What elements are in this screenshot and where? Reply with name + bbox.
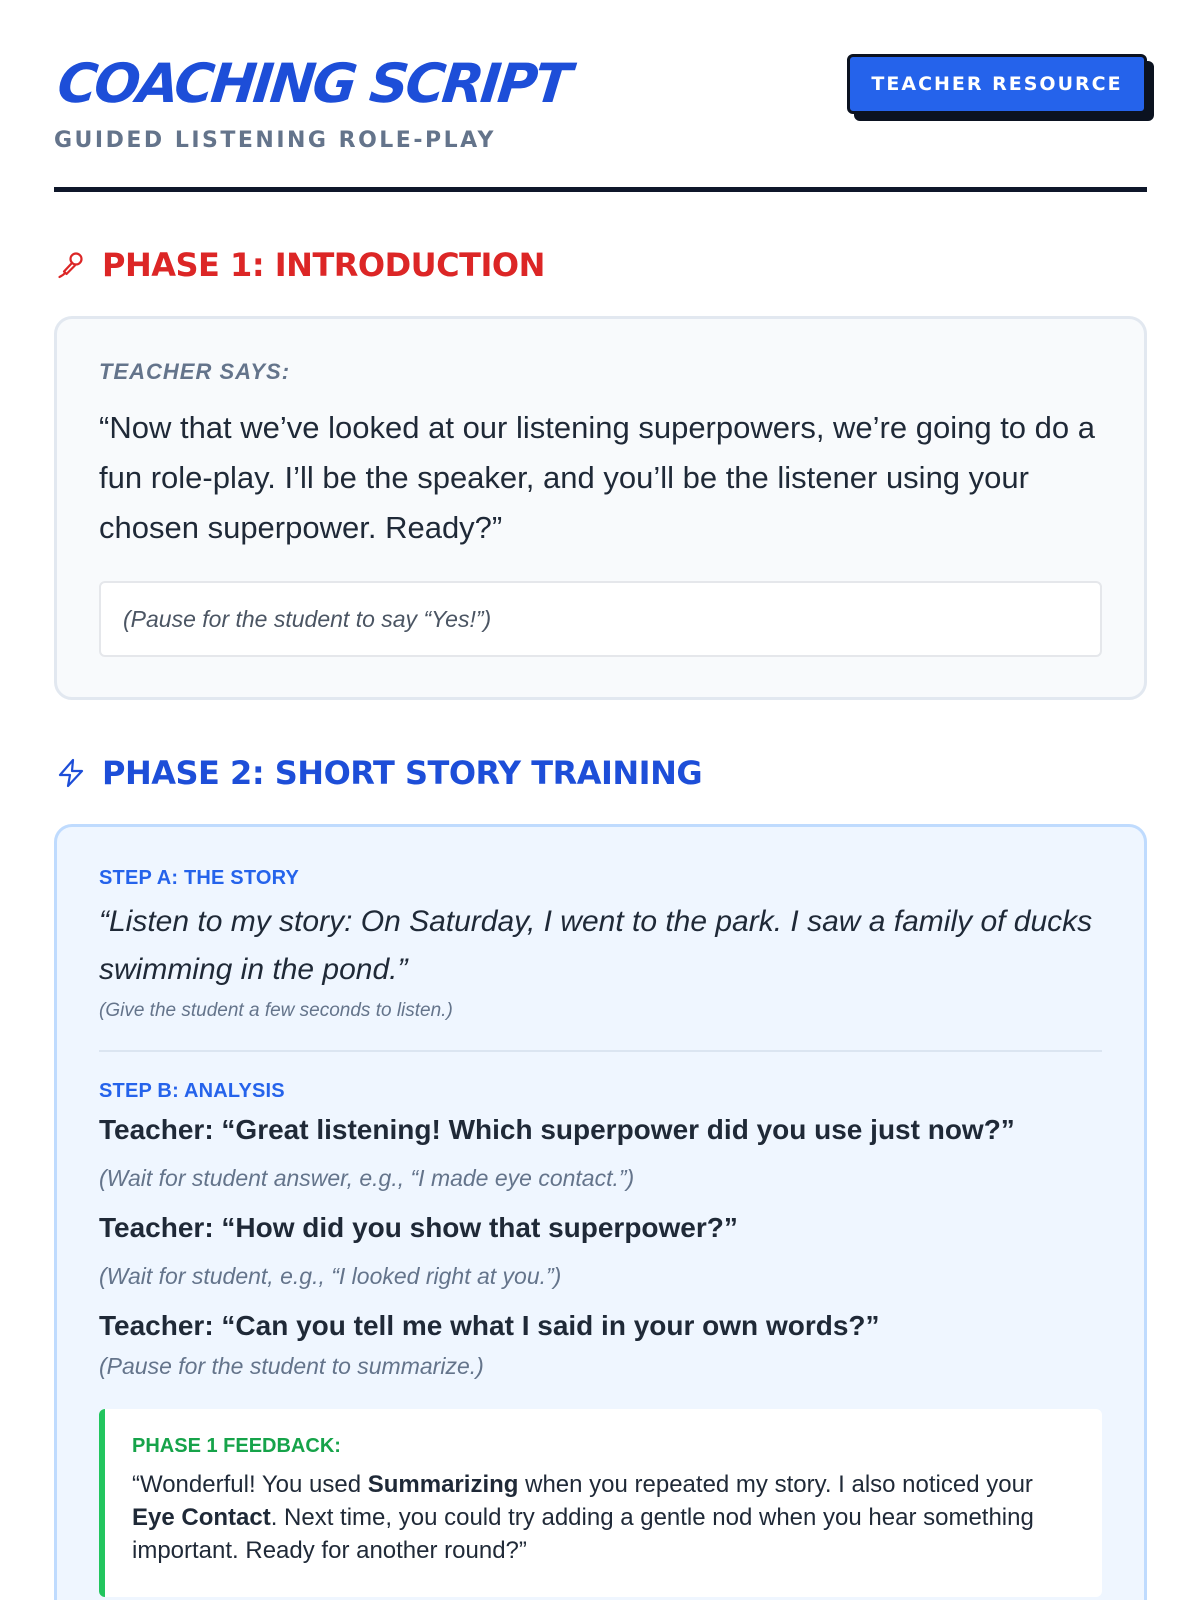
step-a-label: STEP A: THE STORY bbox=[99, 867, 300, 889]
feedback-text-part: when you repeated my story. I also noticed your bbox=[518, 1471, 1033, 1498]
phase2-card bbox=[54, 824, 1147, 1600]
page-title: COACHING SCRIPT bbox=[54, 52, 572, 115]
story-note: (Give the student a few seconds to listen.) bbox=[99, 1000, 453, 1021]
phase1-card bbox=[54, 316, 1147, 700]
teacher-question: Teacher: “How did you show that superpower?” bbox=[99, 1212, 738, 1243]
phase1-title: PHASE 1: INTRODUCTION bbox=[102, 246, 545, 284]
teacher-says-label: TEACHER SAYS: bbox=[99, 359, 291, 384]
step-b-label: STEP B: ANALYSIS bbox=[99, 1080, 285, 1102]
student-wait-note: (Wait for student, e.g., “I looked right at you.”) bbox=[99, 1263, 562, 1289]
lightning-icon bbox=[56, 758, 86, 788]
step-divider bbox=[99, 1050, 1102, 1052]
phase1-heading bbox=[56, 246, 1147, 284]
microphone-icon bbox=[56, 250, 86, 280]
phase2-title: PHASE 2: SHORT STORY TRAINING bbox=[102, 754, 703, 792]
teacher-resource-button[interactable]: TEACHER RESOURCE bbox=[847, 54, 1147, 114]
page-header bbox=[54, 0, 1147, 192]
feedback-highlight-summarizing: Summarizing bbox=[367, 1471, 519, 1498]
student-wait-note: (Pause for the student to summarize.) bbox=[99, 1353, 484, 1379]
phase2-heading bbox=[56, 754, 1147, 792]
feedback-label: PHASE 1 FEEDBACK: bbox=[132, 1435, 341, 1457]
teacher-question: Teacher: “Can you tell me what I said in your own words?” bbox=[99, 1310, 880, 1341]
intro-quote: “Now that we’ve looked at our listening superpowers, we’re going to do a fun role-play. I’ll be the speaker, and you’ll be the listener using your chosen superpower. Ready?” bbox=[99, 410, 1095, 545]
feedback-text-part: . Next time, you could try adding a gentle nod when you hear something important. Ready for another round?” bbox=[132, 1504, 1034, 1564]
feedback-highlight-eye-contact: Eye Contact bbox=[132, 1504, 271, 1531]
pause-note: (Pause for the student to say “Yes!”) bbox=[99, 581, 1102, 657]
feedback-box bbox=[99, 1409, 1102, 1597]
story-text: “Listen to my story: On Saturday, I went to the park. I saw a family of ducks swimming in the pond.” bbox=[99, 905, 1093, 986]
feedback-text bbox=[132, 1468, 1076, 1567]
step-b-section bbox=[99, 1080, 1102, 1381]
page-subtitle: GUIDED LISTENING ROLE-PLAY bbox=[54, 128, 496, 153]
teacher-question: Teacher: “Great listening! Which superpower did you use just now?” bbox=[99, 1114, 1015, 1145]
student-wait-note: (Wait for student answer, e.g., “I made eye contact.”) bbox=[99, 1165, 635, 1191]
feedback-text-part: “Wonderful! You used bbox=[132, 1471, 368, 1498]
